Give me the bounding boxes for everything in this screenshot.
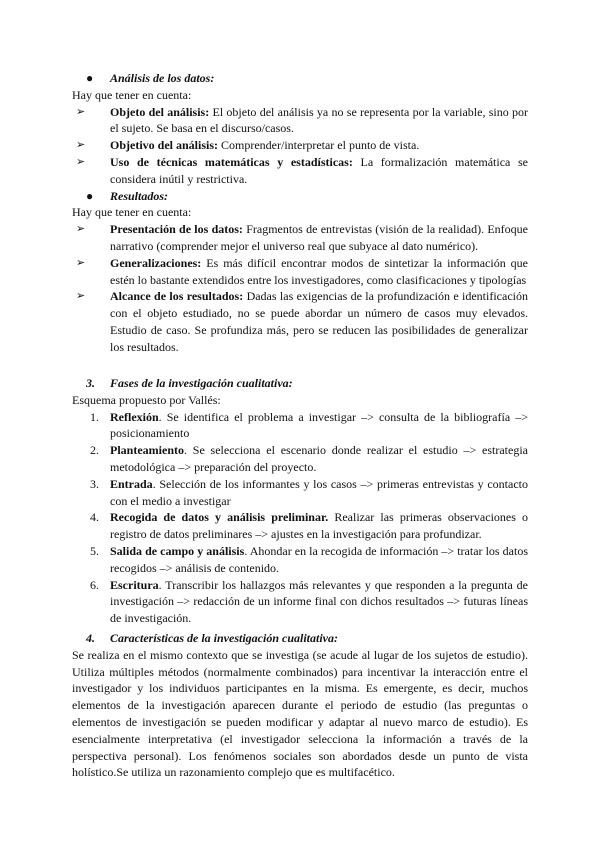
item-label: Salida de campo y análisis (110, 543, 245, 558)
item-label: Entrada (110, 476, 153, 491)
list-item (72, 442, 528, 476)
heading-text: Resultados: (110, 188, 169, 203)
item-label: Presentación de los datos: (110, 222, 243, 237)
list-item (72, 137, 528, 154)
section-number: 3. (86, 376, 95, 390)
arrow-bullet-icon: ➢ (76, 154, 86, 168)
item-number: 6. (90, 577, 99, 592)
intro-text: Esquema propuesto por Vallés: (72, 392, 221, 407)
item-text: . Transcribir los hallazgos más relevantes y que responden a la pregunta de investigación –> redacción de un informe final con dichos resultados –> futuras líneas de investigación. (110, 577, 528, 626)
item-number: 3. (90, 476, 99, 491)
item-label: Escritura (110, 577, 159, 592)
section-heading-analisis (72, 70, 528, 87)
section-heading-fases (72, 375, 528, 392)
heading-text: Características de la investigación cualitativa: (110, 631, 338, 645)
intro-text: Hay que tener en cuenta: (72, 205, 192, 220)
arrow-bullet-icon: ➢ (76, 138, 86, 152)
item-text: El objeto del análisis ya no se representa por la variable, sino por el sujeto. Se basa en el discurso/casos. (110, 104, 529, 136)
list-item (72, 543, 528, 577)
heading-text: Análisis de los datos: (110, 71, 215, 85)
list-item (72, 288, 528, 355)
section-heading-caracteristicas (72, 630, 528, 647)
section-heading-resultados (72, 188, 528, 205)
list-item (72, 509, 528, 543)
phases-block (72, 375, 528, 627)
arrow-bullet-icon: ➢ (76, 104, 86, 118)
arrow-bullet-icon: ➢ (76, 289, 86, 303)
item-text: Realizar las primeras observaciones o registro de datos preliminares –> ajustes en la investigación para profundizar. (110, 510, 529, 542)
item-label: Reflexión (110, 409, 159, 424)
section-number: 4. (86, 631, 95, 645)
item-text: . Se identifica el problema a investigar –> consulta de la bibliografía –> posicionamiento (110, 409, 528, 441)
bullet-marker: ● (86, 188, 94, 203)
item-label: Alcance de los resultados: (110, 289, 244, 304)
item-text: . Selección de los informantes y los casos –> primeras entrevistas y contacto con el medio a investigar (110, 476, 528, 508)
item-number: 4. (90, 510, 99, 525)
item-label: Objeto del análisis: (110, 104, 210, 119)
item-text: Fragmentos de entrevistas (visión de la realidad). Enfoque narrativo (comprender mejor el universo real que subyace al dato numérico). (110, 222, 528, 253)
list-item (72, 476, 528, 510)
analysis-results-block (72, 70, 528, 356)
list-item (72, 221, 528, 255)
list-item (72, 255, 528, 289)
item-label: Generalizaciones: (110, 255, 202, 270)
list-item (72, 104, 528, 138)
list-item (72, 409, 528, 443)
item-text: Dadas las exigencias de la profundización e identificación con el objeto estudiado, no se puede abordar un número de casos muy elevados. Estudio de caso. Se profundiza más, pero se reducen las posibilidades de generalizar los resultados. (110, 289, 528, 354)
characteristics-block (72, 630, 528, 781)
item-text: Comprender/interpretar el punto de vista. (218, 138, 420, 153)
list-item (72, 577, 528, 627)
item-text: . Se selecciona el escenario donde realizar el estudio –> estrategia metodológica –> preparación del proyecto. (110, 443, 528, 474)
item-text: La formalización matemática se considera inútil y restrictiva. (110, 154, 528, 186)
intro-text: Hay que tener en cuenta: (72, 87, 192, 102)
item-label: Recogida de datos y análisis preliminar. (110, 510, 329, 525)
body-paragraph: Se realiza en el mismo contexto que se investiga (se acude al lugar de los sujetos de estudio). Utiliza múltiples métodos (normalmente combinados) para incentivar la interacción entre el investigador y los individuos participantes en la misma. Es emergente, es decir, muchos elementos de la investigación aparecen durante el periodo de estudio (las preguntas o elementos de investigación se pueden modificar y adaptar al nuevo marco de estudio). Es esencialmente interpretativa (el investigador selecciona la información a través de la perspectiva personal). Los fenómenos sociales son abordados desde un punto de vista holístico.Se utiliza un razonamiento complejo que es multifacético. (72, 647, 528, 780)
bullet-marker: ● (86, 71, 94, 85)
item-label: Planteamiento (110, 443, 184, 458)
heading-text: Fases de la investigación cualitativa: (110, 376, 293, 390)
item-label: Uso de técnicas matemáticas y estadísticas: (110, 154, 353, 169)
item-number: 5. (90, 543, 99, 558)
item-number: 2. (90, 443, 99, 458)
arrow-bullet-icon: ➢ (76, 255, 86, 269)
item-number: 1. (90, 409, 99, 424)
arrow-bullet-icon: ➢ (76, 222, 86, 236)
list-item (72, 154, 528, 188)
item-text: Es más difícil encontrar modos de sintetizar la información que estén lo bastante extendidos entre los investigadores, como clasificaciones y tipologías (110, 255, 528, 287)
item-text: . Ahondar en la recogida de información –> tratar los datos recogidos –> análisis de contenido. (110, 543, 529, 575)
item-label: Objetivo del análisis: (110, 138, 219, 153)
